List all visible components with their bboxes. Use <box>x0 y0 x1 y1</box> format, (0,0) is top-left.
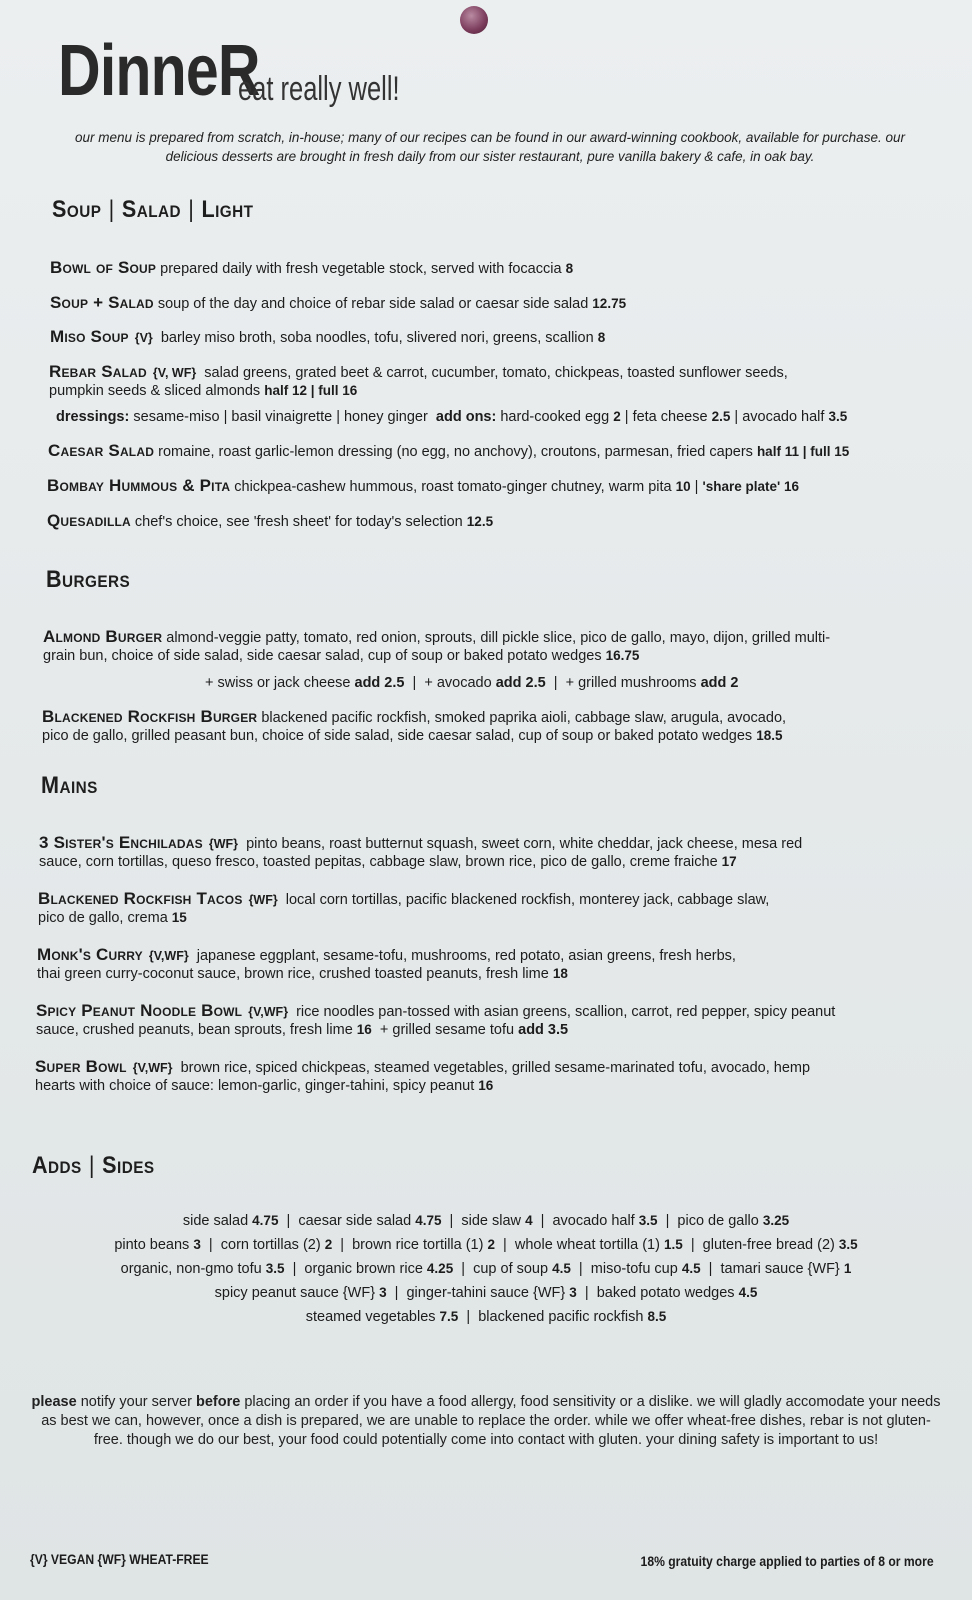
side-item-name: steamed vegetables <box>305 1309 440 1325</box>
menu-item-quesadilla: Quesadilla chef's choice, see 'fresh sheet' for today's selection 12.5 <box>47 511 494 530</box>
side-item-price: 3.5 <box>265 1261 285 1276</box>
menu-item-miso-soup: Miso Soup {V} barley miso broth, soba noodles, tofu, slivered nori, greens, scallion 8 <box>50 327 606 346</box>
side-item-name: organic, non-gmo tofu <box>120 1261 266 1277</box>
side-item-name: pinto beans <box>114 1237 194 1253</box>
side-item-name: miso-tofu cup <box>590 1261 682 1277</box>
side-item-price: 4.5 <box>681 1261 701 1276</box>
separator: | <box>495 1237 515 1253</box>
sides-line <box>0 1233 972 1257</box>
side-item-price: 4.25 <box>426 1261 454 1276</box>
side-item-name: tamari sauce {WF} <box>720 1261 844 1277</box>
menu-item-peanut-noodle-bowl: Spicy Peanut Noodle Bowl {V,WF} rice noodles pan-tossed with asian greens, scallion, carrot, red pepper, spicy peanut sauce, crushed peanuts, bean sprouts, fresh lime 16 + grilled sesame tofu add 3.5 <box>36 1001 836 1038</box>
menu-intro: our menu is prepared from scratch, in-house; many of our recipes can be found in our award-winning cookbook, available for purchase. our delicious desserts are brought in fresh daily from our sister restaurant, pure vanilla bakery & cafe, in oak bay. <box>75 130 905 164</box>
sides-line <box>0 1281 972 1305</box>
side-item-name: baked potato wedges <box>596 1285 739 1301</box>
separator: | <box>200 1237 221 1253</box>
separator: | <box>576 1285 597 1301</box>
burger-add-ons: + swiss or jack cheese add 2.5 | + avocado add 2.5 | + grilled mushrooms add 2 <box>205 675 739 691</box>
separator: | <box>441 1213 462 1229</box>
separator: | <box>284 1261 305 1277</box>
side-item-price: 2 <box>487 1237 495 1252</box>
sides-line <box>0 1305 972 1329</box>
menu-header <box>58 30 400 112</box>
dietary-legend: {V} VEGAN {WF} WHEAT-FREE <box>30 1552 209 1567</box>
menu-item-enchiladas: 3 Sister's Enchiladas {WF} pinto beans, roast butternut squash, sweet corn, white cheddar, jack cheese, mesa red sauce, corn tortillas, queso fresco, toasted pepitas, cabbage slaw, brown rice, pico de gallo, creme fraiche 17 <box>39 833 803 870</box>
menu-item-bowl-of-soup: Bowl of Soup prepared daily with fresh vegetable stock, served with focaccia 8 <box>50 258 574 277</box>
separator: | <box>532 1213 553 1229</box>
section-heading: Burgers <box>46 566 131 593</box>
pushpin-icon <box>460 6 488 34</box>
side-item-price: 4 <box>525 1213 533 1228</box>
menu-item-almond-burger: Almond Burger almond-veggie patty, tomato, red onion, sprouts, dill pickle slice, pico de gallo, mayo, dijon, grilled multi- grain bun, choice of side salad, side caesar salad, cup of soup or baked potato wedges 16.75 <box>43 627 831 664</box>
menu-item-bombay-hummous: Bombay Hummous & Pita chickpea-cashew hummous, roast tomato-ginger chutney, warm pita 10 | 'share plate' 16 <box>47 476 799 495</box>
side-item-name: ginger-tahini sauce {WF} <box>406 1285 570 1301</box>
menu-item-rebar-salad: Rebar Salad {V, WF} salad greens, grated beet & carrot, cucumber, tomato, chickpeas, toasted sunflower seeds, pumpkin seeds & sliced almonds half 12 | full 16 <box>49 362 788 399</box>
menu-tagline: eat really well! <box>238 70 400 108</box>
section-heading: Adds | Sides <box>32 1152 155 1179</box>
side-item-price: 7.5 <box>439 1309 459 1324</box>
menu-item-rockfish-tacos: Blackened Rockfish Tacos {WF} local corn tortillas, pacific blackened rockfish, monterey jack, cabbage slaw, pico de gallo, crema 15 <box>38 889 770 926</box>
side-item-name: spicy peanut sauce {WF} <box>214 1285 380 1301</box>
side-item-name: pico de gallo <box>677 1213 763 1229</box>
side-item-price: 1.5 <box>663 1237 683 1252</box>
side-item-name: brown rice tortilla (1) <box>352 1237 488 1253</box>
side-item-price: 3 <box>379 1285 387 1300</box>
menu-title: DinneR <box>58 31 260 111</box>
sides-list <box>0 1209 972 1329</box>
menu-item-super-bowl: Super Bowl {V,WF} brown rice, spiced chickpeas, steamed vegetables, grilled sesame-marinated tofu, avocado, hemp hearts with choice of sauce: lemon-garlic, ginger-tahini, spicy peanut 16 <box>35 1057 811 1094</box>
separator: | <box>700 1261 721 1277</box>
sides-line <box>0 1209 972 1233</box>
separator: | <box>386 1285 407 1301</box>
side-item-price: 4.5 <box>738 1285 758 1300</box>
side-item-name: corn tortillas (2) <box>220 1237 325 1253</box>
side-item-price: 1 <box>843 1261 852 1276</box>
gratuity-note: 18% gratuity charge applied to parties of 8 or more <box>640 1554 934 1569</box>
side-item-name: blackened pacific rockfish <box>478 1309 648 1325</box>
side-item-price: 4.75 <box>415 1213 442 1228</box>
separator: | <box>332 1237 353 1253</box>
allergy-notice: please notify your server before placing an order if you have a food allergy, food sensitivity or a dislike. we will gladly accomodate your needs as best we can, however, once a dish is prepared, we are unable to replace the order. while we offer wheat-free dishes, rebar is not gluten-free. though we do our best, your food could potentially come into contact with gluten. your dining safety is important to us! <box>31 1394 941 1448</box>
side-item-name: side salad <box>182 1213 253 1229</box>
side-item-name: organic brown rice <box>304 1261 427 1277</box>
separator: | <box>458 1309 479 1325</box>
side-item-price: 3.25 <box>762 1213 790 1228</box>
separator: | <box>570 1261 591 1277</box>
side-item-name: whole wheat tortilla (1) <box>514 1237 664 1253</box>
side-item-price: 8.5 <box>647 1309 667 1324</box>
menu-item-caesar-salad: Caesar Salad romaine, roast garlic-lemon dressing (no egg, no anchovy), croutons, parmesan, fried capers half 11 | full 15 <box>48 441 850 460</box>
separator: | <box>278 1213 299 1229</box>
side-item-price: 3 <box>193 1237 201 1252</box>
side-item-name: caesar side salad <box>298 1213 416 1229</box>
section-heading: Mains <box>41 772 98 799</box>
side-item-name: cup of soup <box>473 1261 553 1277</box>
menu-item-rockfish-burger: Blackened Rockfish Burger blackened pacific rockfish, smoked paprika aioli, cabbage slaw, arugula, avocado, pico de gallo, grilled peasant bun, choice of side salad, side caesar salad, cup of soup or baked potato wedges 18.5 <box>42 707 787 744</box>
side-item-name: avocado half <box>552 1213 639 1229</box>
separator: | <box>453 1261 474 1277</box>
side-item-name: side slaw <box>461 1213 526 1229</box>
section-heading: Soup | Salad | Light <box>52 196 254 223</box>
side-item-price: 3.5 <box>638 1213 658 1228</box>
menu-item-monks-curry: Monk's Curry {V,WF} japanese eggplant, sesame-tofu, mushrooms, red potato, asian greens, fresh herbs, thai green curry-coconut sauce, brown rice, crushed toasted peanuts, fresh lime 18 <box>37 945 736 982</box>
menu-item-soup-salad: Soup + Salad soup of the day and choice of rebar side salad or caesar side salad 12.75 <box>50 293 627 312</box>
side-item-price: 2 <box>324 1237 333 1252</box>
side-item-name: gluten-free bread (2) <box>702 1237 839 1253</box>
sides-line <box>0 1257 972 1281</box>
side-item-price: 3.5 <box>838 1237 858 1252</box>
side-item-price: 4.5 <box>552 1261 571 1276</box>
side-item-price: 3 <box>569 1285 577 1300</box>
separator: | <box>657 1213 678 1229</box>
separator: | <box>682 1237 703 1253</box>
side-item-price: 4.75 <box>252 1213 279 1228</box>
dressings-line: dressings: sesame-miso | basil vinaigrette | honey ginger add ons: hard-cooked egg 2 | feta cheese 2.5 | avocado half 3.5 <box>56 409 848 425</box>
